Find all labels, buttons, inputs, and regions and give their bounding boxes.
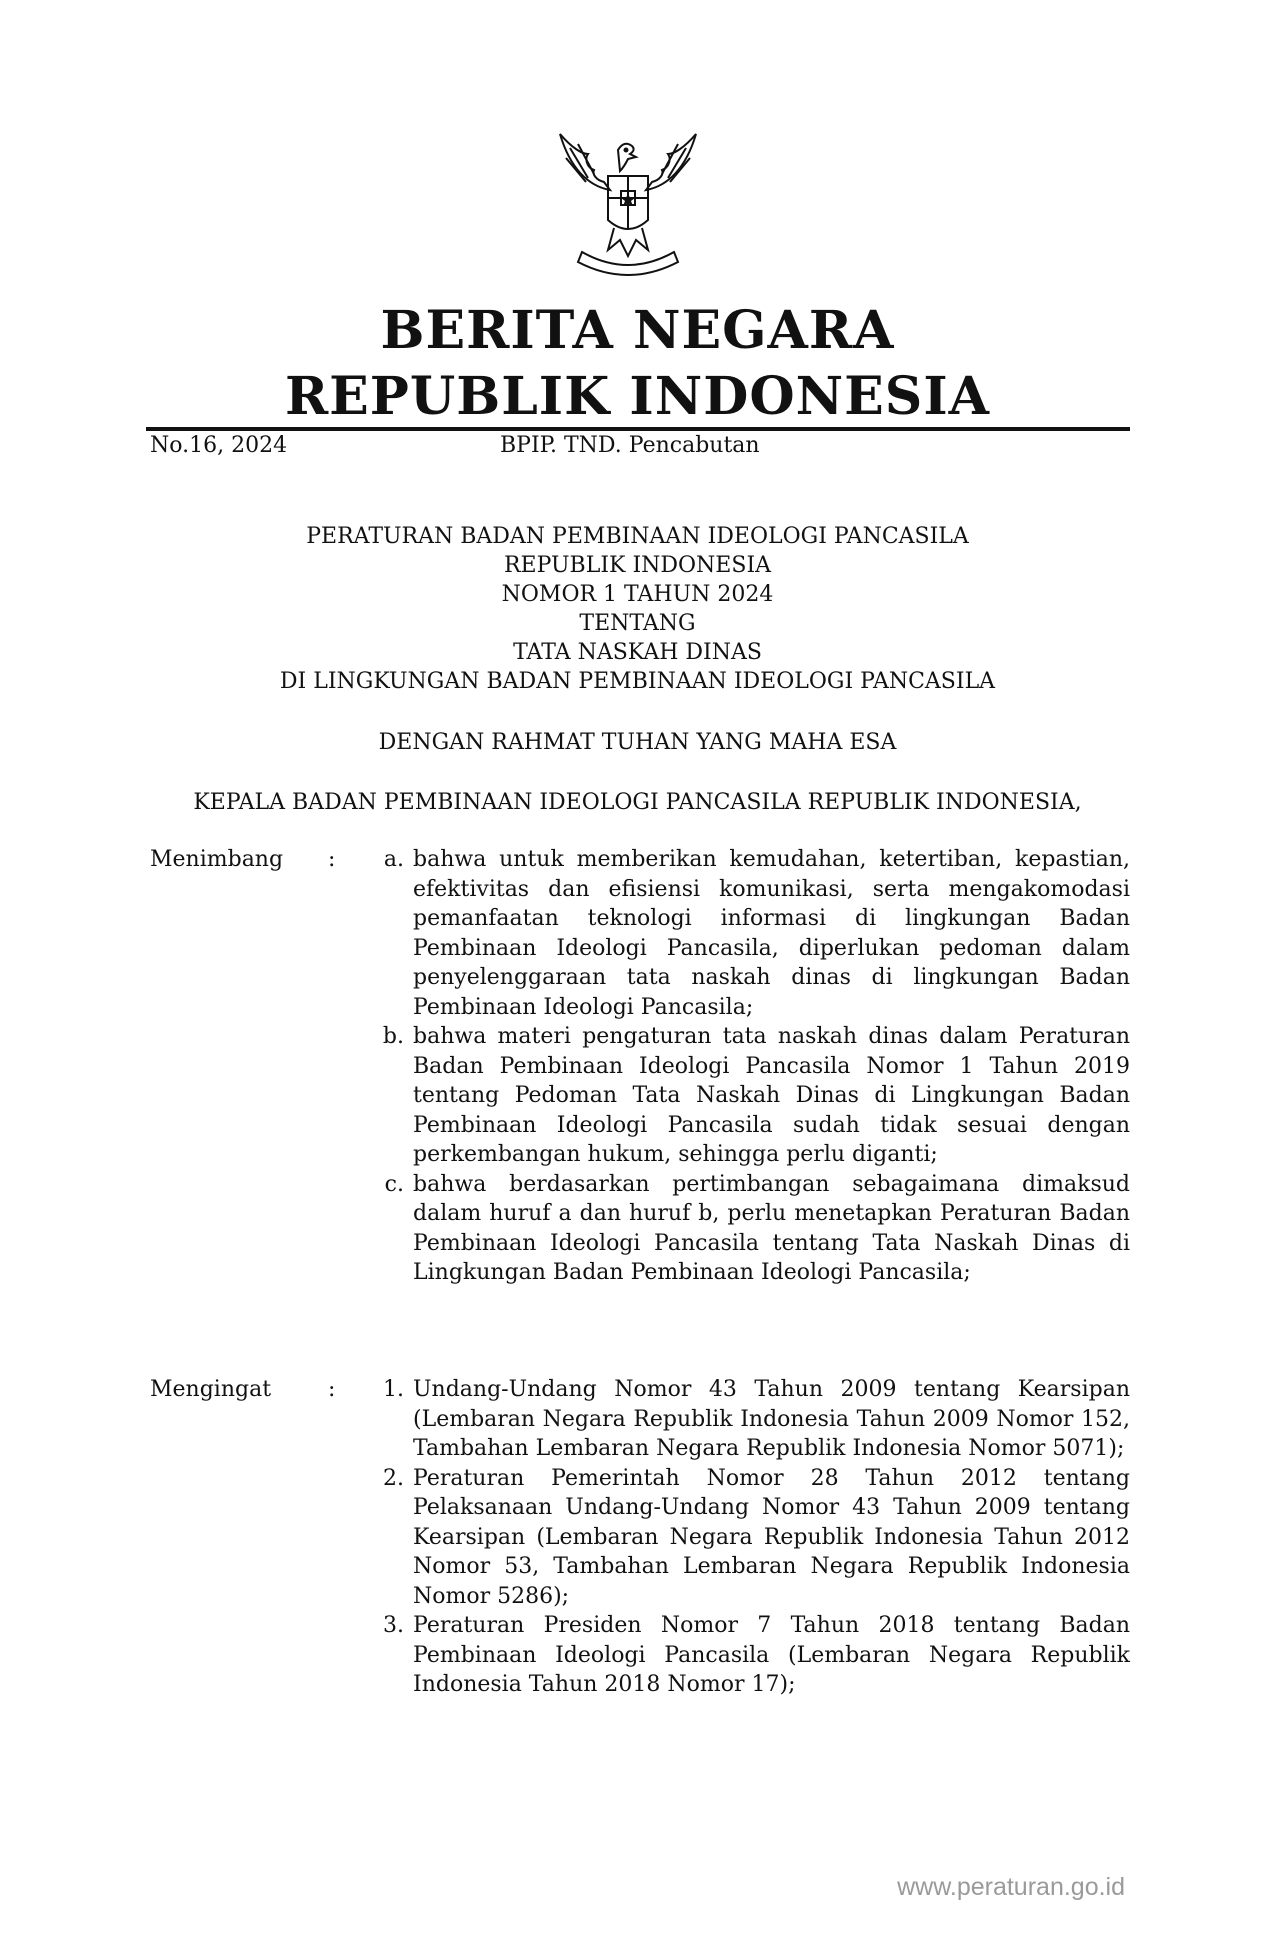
item-marker: c. [384, 1171, 404, 1197]
regulation-heading [0, 522, 1275, 696]
heading-line: REPUBLIK INDONESIA [503, 553, 772, 578]
source-website-link[interactable]: www.peraturan.go.id [897, 1873, 1125, 1901]
item-text: bahwa untuk memberikan kemudahan, ketertiban, kepastian, efektivitas dan efisiensi komunikasi, serta mengakomodasi pemanfaatan teknologi informasi di lingkungan Badan Pembinaan Ideologi Pancasila, diperlukan pedoman dalam penyelenggaraan tata naskah dinas di lingkungan Badan Pembinaan Ideologi Pancasila; [413, 847, 1130, 1020]
heading-line: TENTANG [579, 611, 696, 636]
considering-colon: : [328, 847, 336, 872]
item-text: bahwa berdasarkan pertimbangan sebagaimana dimaksud dalam huruf a dan huruf b, perlu menetapkan Peraturan Badan Pembinaan Ideologi Pancasila tentang Tata Naskah Dinas di Lingkungan Badan Pembinaan Ideologi Pancasila; [413, 1171, 1130, 1285]
item-text: Undang-Undang Nomor 43 Tahun 2009 tentang Kearsipan (Lembaran Negara Republik Indonesia Tahun 2009 Nomor 152, Tambahan Lembaran Negara Republik Indonesia Nomor 5071); [413, 1377, 1130, 1461]
recalling-list [370, 1375, 1130, 1700]
masthead-title-line1: BERITA NEGARA [380, 300, 895, 361]
gazette-subject: BPIP. TND. Pencabutan [500, 433, 760, 458]
heading-line: DI LINGKUNGAN BADAN PEMBINAAN IDEOLOGI PANCASILA [279, 669, 996, 694]
considering-label: Menimbang [150, 847, 284, 872]
item-marker: 1. [383, 1377, 404, 1402]
list-item [370, 1611, 1130, 1700]
item-marker: 2. [383, 1465, 404, 1491]
heading-line: NOMOR 1 TAHUN 2024 [501, 582, 774, 607]
list-item [370, 1464, 1130, 1612]
masthead-rule [146, 427, 1130, 431]
item-marker: 3. [383, 1613, 404, 1638]
recalling-label: Mengingat [150, 1377, 272, 1402]
heading-line: PERATURAN BADAN PEMBINAAN IDEOLOGI PANCASILA [306, 524, 969, 549]
issuer-line: KEPALA BADAN PEMBINAAN IDEOLOGI PANCASILA REPUBLIK INDONESIA, [193, 790, 1082, 815]
list-item [370, 1022, 1130, 1170]
considering-list [370, 845, 1130, 1288]
item-marker: b. [382, 1024, 404, 1049]
item-text: bahwa materi pengaturan tata naskah dinas dalam Peraturan Badan Pembinaan Ideologi Pancasila Nomor 1 Tahun 2019 tentang Pedoman Tata Naskah Dinas di Lingkungan Badan Pembinaan Ideologi Pancasila sudah tidak sesuai dengan perkembangan hukum, sehingga perlu diganti; [413, 1024, 1130, 1167]
heading-line: TATA NASKAH DINAS [513, 640, 762, 665]
list-item [370, 845, 1130, 1022]
blessing-line: DENGAN RAHMAT TUHAN YANG MAHA ESA [378, 730, 897, 755]
garuda-emblem-icon [548, 128, 708, 288]
item-text: Peraturan Presiden Nomor 7 Tahun 2018 tentang Badan Pembinaan Ideologi Pancasila (Lembaran Negara Republik Indonesia Tahun 2018 Nomor 17); [413, 1613, 1130, 1697]
list-item [370, 1375, 1130, 1464]
gazette-number: No.16, 2024 [150, 433, 288, 458]
item-text: Peraturan Pemerintah Nomor 28 Tahun 2012 tentang Pelaksanaan Undang-Undang Nomor 43 Tahun 2009 tentang Kearsipan (Lembaran Negara Republik Indonesia Tahun 2012 Nomor 53, Tambahan Lembaran Negara Republik Indonesia Nomor 5286); [413, 1465, 1130, 1609]
list-item [370, 1170, 1130, 1288]
masthead-title-line2: REPUBLIK INDONESIA [284, 366, 991, 427]
recalling-colon: : [328, 1377, 336, 1402]
item-marker: a. [383, 847, 404, 872]
